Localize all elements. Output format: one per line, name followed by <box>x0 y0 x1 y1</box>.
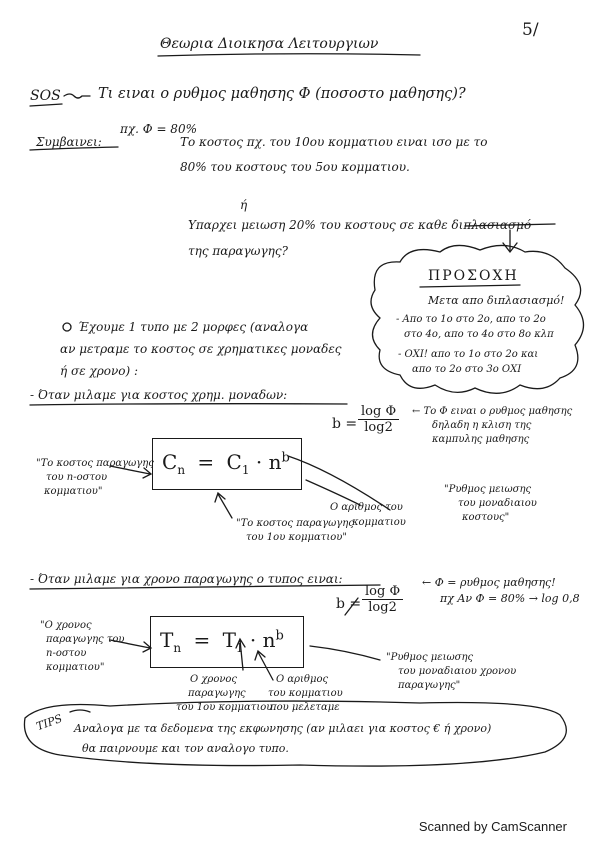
formula-eq: = <box>197 450 215 474</box>
b-label-2: b = <box>336 596 362 612</box>
formula-cn-sub: n <box>177 463 186 477</box>
left-note-2c: n-οστου <box>46 648 87 659</box>
or-text: ή <box>240 198 248 212</box>
formula-cn: C <box>162 450 178 474</box>
n-note-1a: Ο αριθμος του <box>330 502 403 513</box>
exoume-line3: ή σε χρονο) : <box>60 364 139 378</box>
left-note-1c: κομματιου" <box>44 486 103 497</box>
left-note-1a: "Το κοστος παραγωγης <box>36 458 154 469</box>
page-number: 5/ <box>522 20 539 40</box>
formula-eq-2: = <box>193 628 211 652</box>
formula-tn: T <box>160 628 174 652</box>
scanner-footer: Scanned by CamScanner <box>418 819 567 834</box>
left-note-2b: παραγωγης του <box>46 634 125 645</box>
n-note-2a: Ο αριθμος <box>276 674 329 685</box>
left-note-2d: κομματιου" <box>46 662 105 673</box>
n-note-1b: κομματιου <box>352 517 406 528</box>
formula-t1: T <box>222 628 236 652</box>
rate-note-2c: παραγωγης" <box>398 680 461 691</box>
yparxei-line1: Υπαρχει μειωση 20% του κοστους σε καθε διπλασιασμό <box>188 218 532 232</box>
b-den-1: log2 <box>364 420 393 435</box>
formula-tn-sub: n <box>173 641 182 655</box>
rate-note-1c: κοστους" <box>462 512 510 523</box>
formula-n-2: n <box>262 628 276 652</box>
tips-line1: Αναλογα με τα δεδομενα της εκφωνησης (αν μιλαει για κοστος € ή χρονο) <box>74 722 492 735</box>
tips-line2: θα παιρνουμε και τον αναλογο τυπο. <box>82 742 289 755</box>
t1-note-2b: παραγωγης <box>188 688 246 699</box>
b-fraction-2 <box>362 584 403 615</box>
page-title: Θεωρια Διοικησα Λειτουργιων <box>160 36 379 52</box>
bottom-note-1b: του 1ου κομματιου" <box>246 532 347 543</box>
rate-note-1a: "Ρυθμος μειωσης <box>444 484 532 495</box>
symbainei-line1: Το κοστος πχ. του 10ου κομματιου ειναι ισο με το <box>180 135 488 149</box>
sos-question: Τι ειναι ο ρυθμος μαθησης Φ (ποσοστο μαθησης)? <box>98 86 466 102</box>
formula-c1-sub: 1 <box>241 463 250 477</box>
left-note-1b: του n-οστου <box>46 472 108 483</box>
prosoxi-line4: - ΟΧΙ! απο το 1ο στο 2ο και <box>398 349 539 360</box>
section2-heading: - Όταν μιλαμε για χρονο παραγωγης ο τυπος ειναι: <box>30 572 343 586</box>
symbainei-label: Συμβαινει: <box>36 135 102 149</box>
rate-note-1b: του μοναδιαιου <box>458 498 537 509</box>
b-num-2: log Φ <box>362 584 403 600</box>
sos-label: SOS <box>30 88 61 104</box>
example-text: πχ. Φ = 80% <box>120 122 197 136</box>
left-note-2a: "Ο χρονος <box>40 620 92 631</box>
t1-note-2c: του 1ου κομματιου <box>176 702 273 713</box>
exoume-line1: Έχουμε 1 τυπο με 2 μορφες (αναλογα <box>78 320 309 334</box>
yparxei-line2: της παραγωγης? <box>188 244 288 258</box>
t1-note-2a: Ο χρονος <box>190 674 238 685</box>
exoume-line2: αν μετραμε το κοστος σε χρηματικες μοναδες <box>60 342 342 356</box>
symbainei-line2: 80% του κοστους του 5ου κομματιου. <box>180 160 410 174</box>
rate-note-2a: "Ρυθμος μειωσης <box>386 652 474 663</box>
formula-b-exp-2: b <box>275 628 284 644</box>
n-note-2b: του κομματιου <box>268 688 343 699</box>
prosoxi-heading: ΠΡΟΣΟΧΗ <box>428 268 519 284</box>
bottom-note-1a: "Το κοστος παραγωγης <box>236 518 354 529</box>
formula-dot-2: · <box>249 628 257 652</box>
prosoxi-line1: Μετα απο διπλασιασμό! <box>428 294 565 307</box>
formula-t1-sub: 1 <box>235 641 244 655</box>
prosoxi-line2: - Απο το 1ο στο 2ο, απο το 2ο <box>396 314 546 325</box>
n-note-2c: που μελεταμε <box>270 702 340 713</box>
phi-note-1c: καμπυλης μαθησης <box>432 434 530 445</box>
formula-dot: · <box>255 450 263 474</box>
b-fraction-1 <box>358 404 399 435</box>
phi-note-2b: πχ Αν Φ = 80% → log 0,8 <box>440 592 580 605</box>
formula-n: n <box>268 450 282 474</box>
time-formula <box>160 628 284 655</box>
formula-b-exp: b <box>281 450 290 466</box>
phi-note-2a: ← Φ = ρυθμος μαθησης! <box>422 576 556 589</box>
prosoxi-line3: στο 4ο, απο το 4ο στο 8ο κλπ <box>404 329 554 340</box>
prosoxi-line5: απο το 2ο στο 3ο ΟΧΙ <box>412 364 522 375</box>
b-den-2: log2 <box>368 600 397 615</box>
rate-note-2b: του μοναδιαιου χρονου <box>398 666 517 677</box>
b-label-1: b = <box>332 416 358 432</box>
phi-note-1a: ← Το Φ ειναι ο ρυθμος μαθησης <box>412 406 573 417</box>
section1-heading: - Όταν μιλαμε για κοστος χρημ. μοναδων: <box>30 388 288 402</box>
b-num-1: log Φ <box>358 404 399 420</box>
tips-label: TIPS <box>34 711 65 734</box>
phi-note-1b: δηλαδη η κλιση της <box>432 420 532 431</box>
cost-formula <box>162 450 290 477</box>
formula-c1: C <box>226 450 242 474</box>
